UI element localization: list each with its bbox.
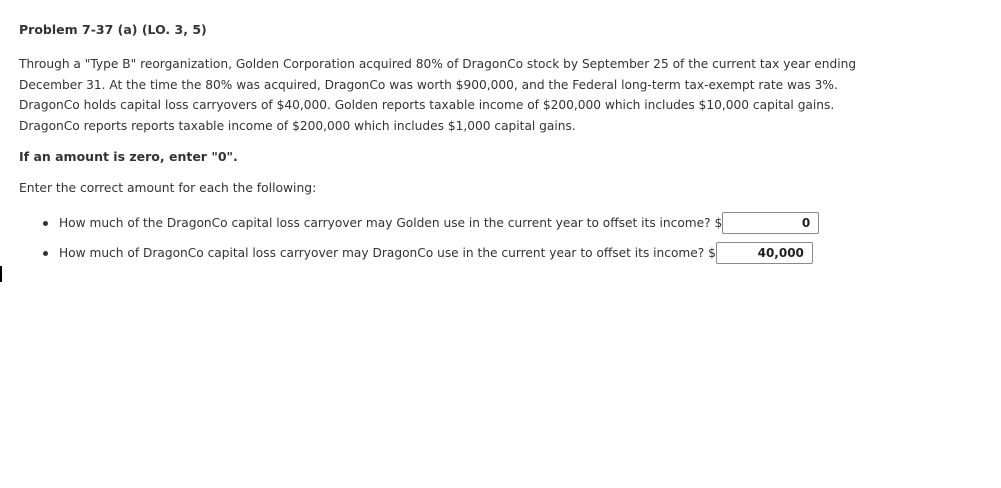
question-text: How much of DragonCo capital loss carryover may DragonCo use in the current year to offset its income? $	[59, 246, 716, 260]
problem-description	[19, 54, 919, 137]
question-text: How much of the DragonCo capital loss carryover may Golden use in the current year to offset its income? $	[59, 216, 723, 230]
description-line: Through a "Type B" reorganization, Golden Corporation acquired 80% of DragonCo stock by September 25 of the current tax year ending	[19, 57, 857, 71]
instruction-text: Enter the correct amount for each the following:	[19, 181, 317, 195]
bullet-icon	[43, 251, 48, 256]
zero-amount-note: If an amount is zero, enter "0".	[19, 149, 238, 164]
answer-input[interactable]	[716, 242, 813, 264]
answer-input[interactable]	[722, 212, 819, 234]
page-edge-marker	[0, 266, 2, 282]
bullet-icon	[43, 221, 48, 226]
description-line: December 31. At the time the 80% was acquired, DragonCo was worth $900,000, and the Federal long-term tax-exempt rate was 3%.	[19, 77, 838, 92]
description-line: DragonCo reports reports taxable income of $200,000 which includes $1,000 capital gains.	[19, 119, 576, 134]
question-list	[43, 208, 819, 268]
list-item	[43, 208, 819, 238]
description-line: DragonCo holds capital loss carryovers of $40,000. Golden reports taxable income of $200,000 which includes $10,000 capital gains.	[19, 98, 835, 113]
problem-title: Problem 7-37 (a) (LO. 3, 5)	[19, 22, 207, 37]
list-item	[43, 238, 819, 268]
